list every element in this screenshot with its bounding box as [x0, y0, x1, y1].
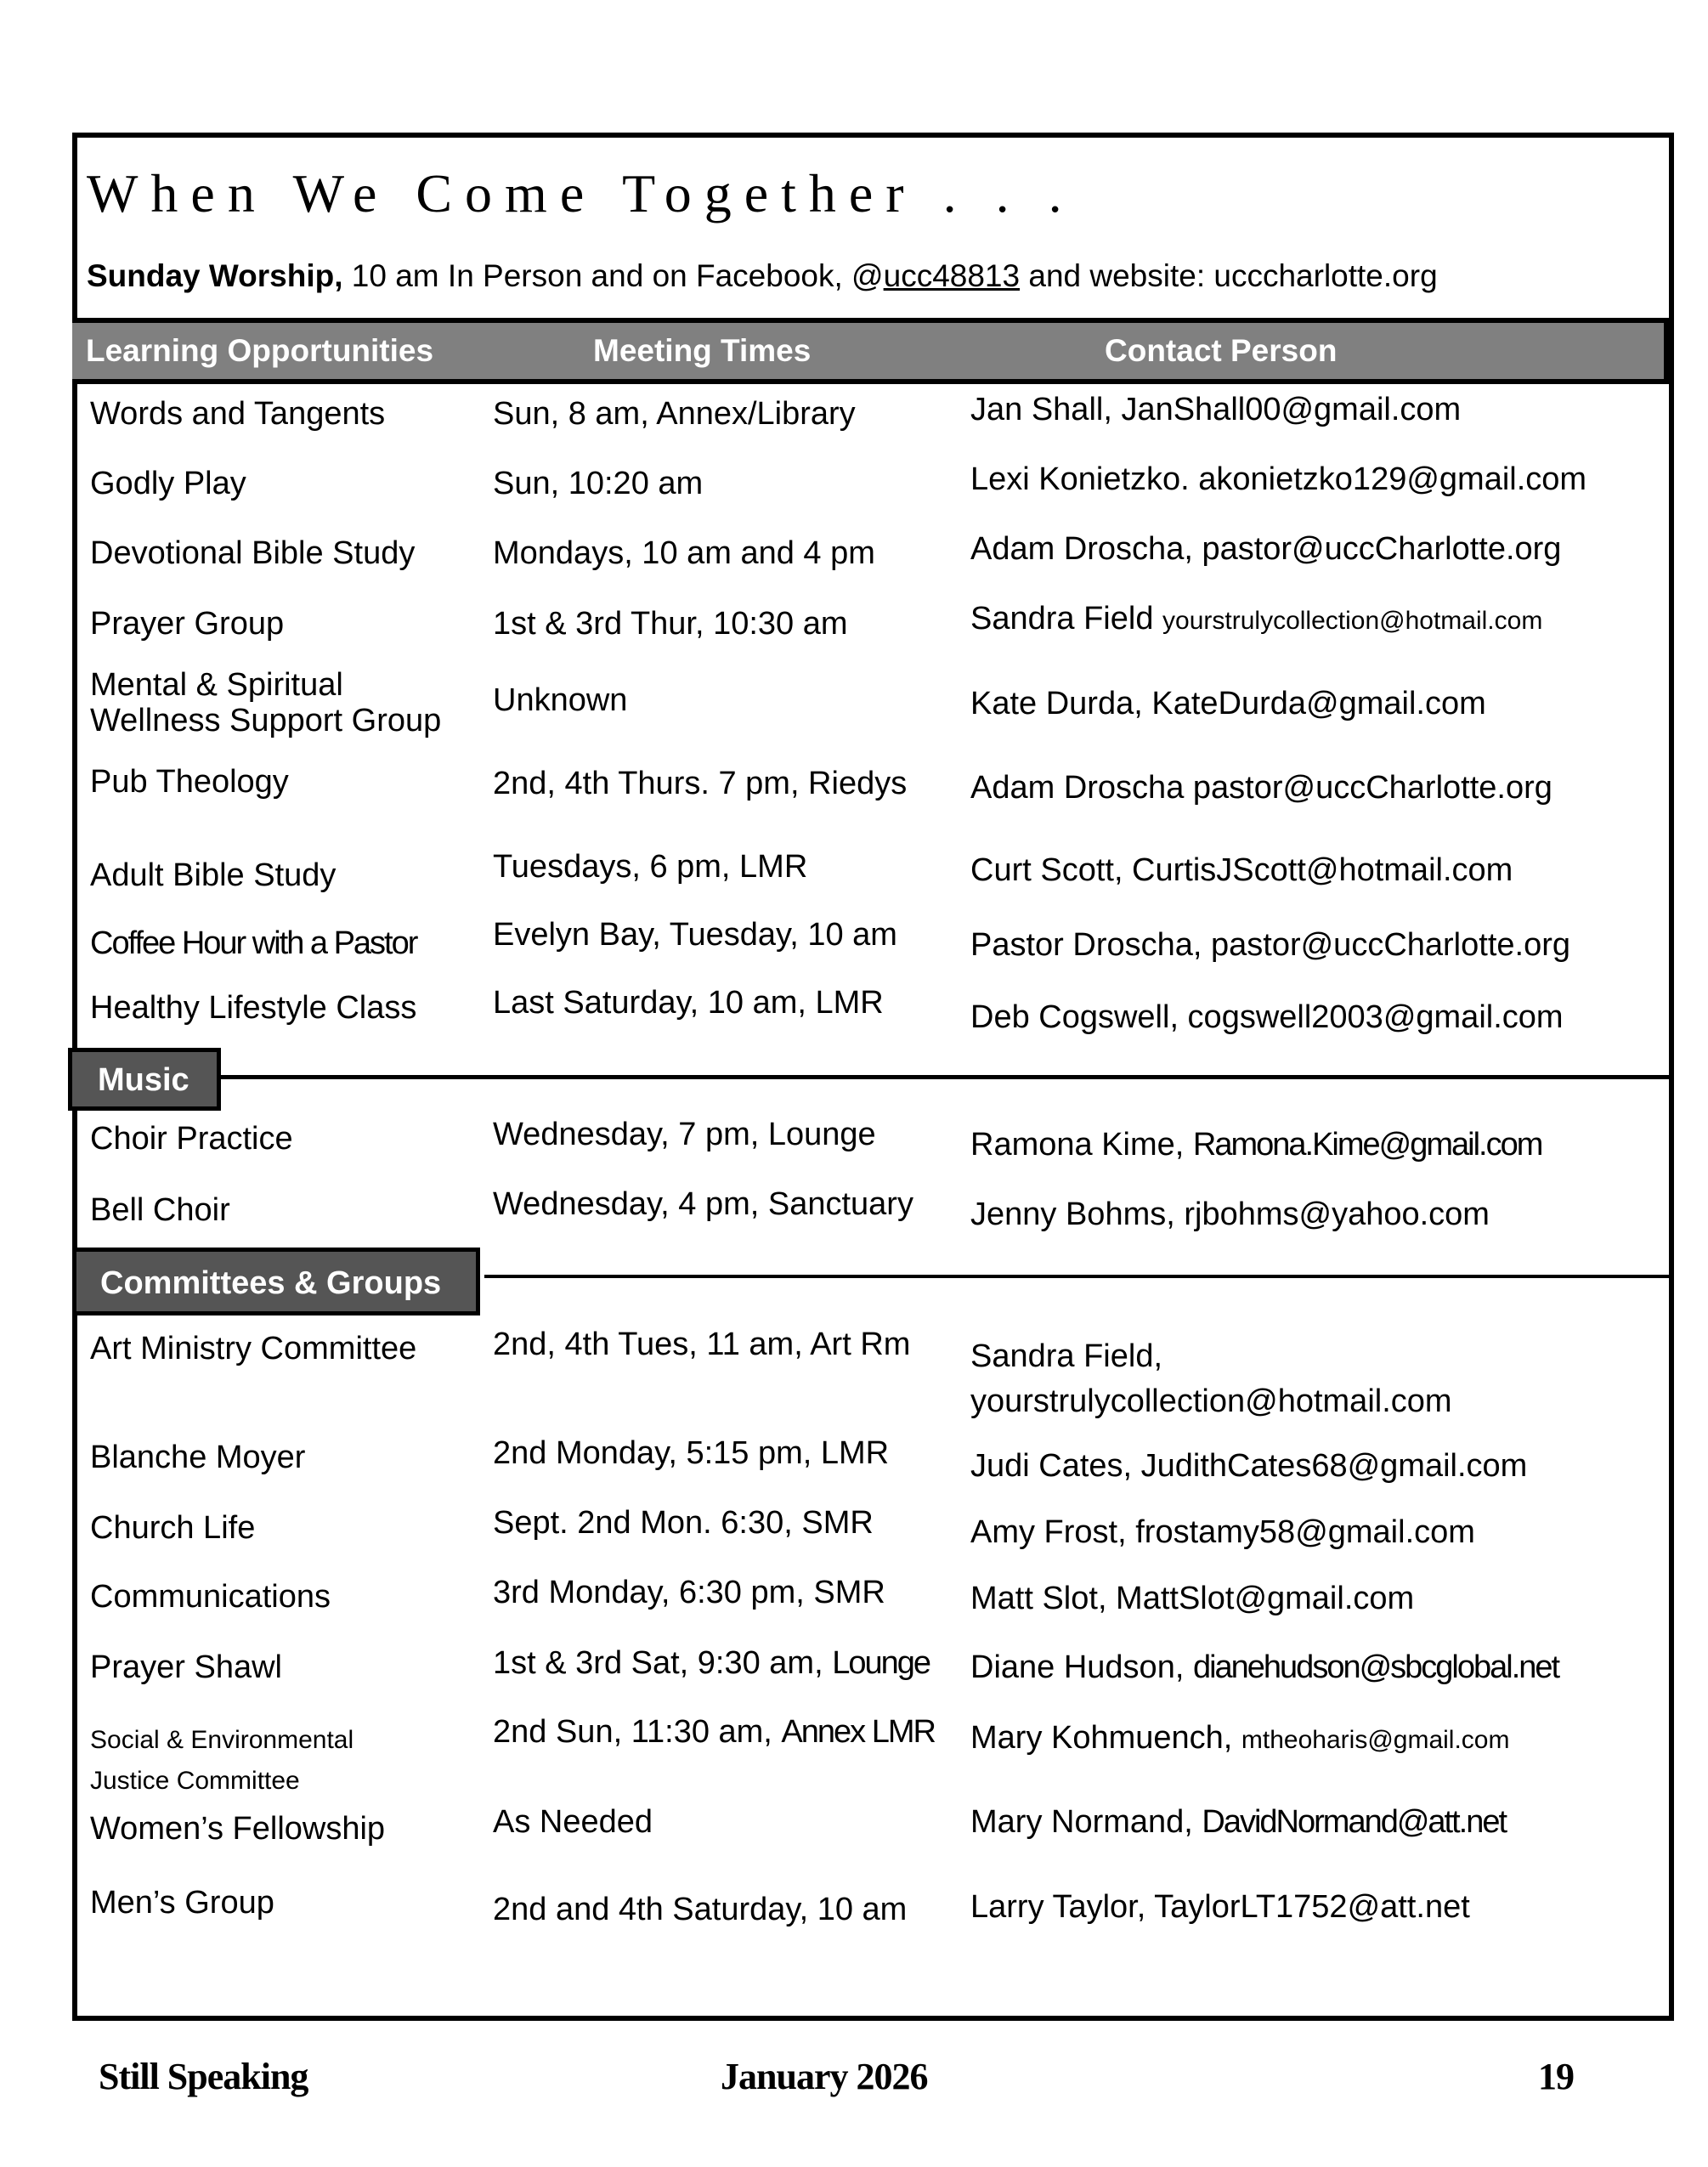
time-location: Annex LMR: [781, 1714, 935, 1750]
row-time: Wednesday, 4 pm, Sanctuary: [493, 1186, 913, 1222]
music-divider: [221, 1075, 1669, 1079]
time-location: Lounge: [832, 1645, 930, 1681]
row-time: Sun, 10:20 am: [493, 466, 704, 501]
contact-email: DavidNormand@att.net: [1202, 1804, 1507, 1840]
music-section-tab: [68, 1048, 221, 1111]
row-time: 2nd and 4th Saturday, 10 am: [493, 1892, 908, 1927]
row-time: [493, 1644, 930, 1683]
contact-name: Mary Normand,: [970, 1804, 1202, 1840]
page-title: When We Come Together . . .: [87, 163, 1075, 223]
facebook-handle-link[interactable]: ucc48813: [883, 258, 1021, 293]
time-main: 1st & 3rd Sat, 9:30 am,: [493, 1645, 833, 1681]
footer-publication: Still Speaking: [99, 2056, 308, 2097]
table-header: [72, 318, 1669, 384]
row-name: Godly Play: [90, 466, 246, 501]
row-time: [493, 1713, 935, 1752]
row-time: 2nd Monday, 5:15 pm, LMR: [493, 1435, 890, 1471]
row-contact: Curt Scott, CurtisJScott@hotmail.com: [970, 852, 1513, 888]
row-contact: [970, 1649, 1558, 1688]
row-name: Words and Tangents: [90, 396, 386, 432]
row-time: Unknown: [493, 682, 628, 718]
contact-name: Mary Kohmuench,: [970, 1720, 1241, 1756]
row-name: Art Ministry Committee: [90, 1331, 417, 1366]
row-name: Coffee Hour with a Pastor: [90, 925, 417, 961]
worship-text: 10 am In Person and on Facebook, @: [342, 258, 884, 293]
row-time: Mondays, 10 am and 4 pm: [493, 535, 875, 571]
row-contact: Larry Taylor, TaylorLT1752@att.net: [970, 1889, 1470, 1925]
music-section-label: Music: [98, 1062, 189, 1098]
row-contact: [970, 1803, 1506, 1842]
contact-name: Ramona Kime,: [970, 1127, 1193, 1163]
row-name-line: Justice Committee: [90, 1767, 300, 1795]
header-learning-opportunities: Learning Opportunities: [86, 333, 434, 368]
contact-email: mtheoharis@gmail.com: [1241, 1726, 1510, 1754]
contact-email: Ramona.Kime@gmail.com: [1192, 1127, 1542, 1163]
worship-label: Sunday Worship,: [87, 258, 343, 293]
row-time: 3rd Monday, 6:30 pm, SMR: [493, 1575, 885, 1610]
row-name: Women’s Fellowship: [90, 1811, 386, 1847]
row-time: 1st & 3rd Thur, 10:30 am: [493, 606, 848, 642]
row-contact: [970, 600, 1542, 639]
row-contact: Jan Shall, JanShall00@gmail.com: [970, 392, 1462, 427]
worship-website: and website: ucccharlotte.org: [1020, 258, 1438, 293]
row-contact: Deb Cogswell, cogswell2003@gmail.com: [970, 999, 1564, 1035]
row-name: Bell Choir: [90, 1192, 230, 1228]
row-contact: [970, 1719, 1509, 1758]
worship-info: [87, 259, 1438, 294]
committees-section-label: Committees & Groups: [100, 1265, 442, 1301]
contact-name: Sandra Field,: [970, 1338, 1163, 1374]
row-contact: Adam Droscha pastor@uccCharlotte.org: [970, 770, 1552, 806]
row-name: Men’s Group: [90, 1885, 274, 1921]
row-name: Choir Practice: [90, 1121, 293, 1157]
row-contact: Matt Slot, MattSlot@gmail.com: [970, 1581, 1415, 1616]
row-time: Tuesdays, 6 pm, LMR: [493, 849, 808, 885]
row-time: Sept. 2nd Mon. 6:30, SMR: [493, 1505, 874, 1541]
row-time: Sun, 8 am, Annex/Library: [493, 396, 856, 432]
row-time: Last Saturday, 10 am, LMR: [493, 985, 884, 1021]
row-contact: [970, 1334, 1452, 1424]
contact-email: yourstrulycollection@hotmail.com: [970, 1383, 1452, 1420]
row-name: Church Life: [90, 1510, 256, 1546]
row-contact: Judi Cates, JudithCates68@gmail.com: [970, 1448, 1528, 1484]
row-time: Evelyn Bay, Tuesday, 10 am: [493, 917, 897, 953]
contact-email: yourstrulycollection@hotmail.com: [1162, 607, 1543, 635]
row-time: As Needed: [493, 1804, 653, 1840]
row-contact: Pastor Droscha, pastor@uccCharlotte.org: [970, 927, 1570, 963]
row-name: [90, 1720, 353, 1802]
contact-name: Sandra Field: [970, 601, 1154, 637]
row-contact: Amy Frost, frostamy58@gmail.com: [970, 1514, 1475, 1550]
contact-email: dianehudson@sbcglobal.net: [1192, 1649, 1559, 1685]
row-time: Wednesday, 7 pm, Lounge: [493, 1117, 876, 1152]
row-name: Devotional Bible Study: [90, 535, 416, 571]
row-contact: [970, 1126, 1541, 1165]
row-name: Prayer Shawl: [90, 1649, 282, 1685]
footer-issue-date: January 2026: [721, 2056, 928, 2097]
row-name: Pub Theology: [90, 764, 289, 800]
header-contact-person: Contact Person: [1105, 333, 1338, 368]
row-contact: Lexi Konietzko. akonietzko129@gmail.com: [970, 461, 1587, 497]
committees-divider: [484, 1275, 1669, 1278]
row-name-line: Wellness Support Group: [90, 702, 442, 738]
row-name-line: Mental & Spiritual: [90, 667, 343, 703]
row-name: [90, 668, 441, 739]
row-name: Prayer Group: [90, 606, 285, 642]
row-name: Adult Bible Study: [90, 857, 337, 893]
footer-page-number: 19: [1538, 2056, 1574, 2097]
header-meeting-times: Meeting Times: [593, 333, 812, 368]
row-contact: Jenny Bohms, rjbohms@yahoo.com: [970, 1197, 1490, 1232]
row-name: Communications: [90, 1579, 331, 1615]
row-contact: Kate Durda, KateDurda@gmail.com: [970, 686, 1486, 721]
row-time: 2nd, 4th Tues, 11 am, Art Rm: [493, 1327, 911, 1362]
row-name: Blanche Moyer: [90, 1440, 306, 1475]
row-time: 2nd, 4th Thurs. 7 pm, Riedys: [493, 766, 908, 801]
row-contact: Adam Droscha, pastor@uccCharlotte.org: [970, 531, 1562, 567]
time-main: 2nd Sun, 11:30 am,: [493, 1714, 782, 1750]
row-name-line: Social & Environmental: [90, 1726, 354, 1754]
row-name: Healthy Lifestyle Class: [90, 990, 417, 1026]
contact-name: Diane Hudson,: [970, 1649, 1193, 1685]
committees-section-tab: [72, 1248, 480, 1315]
